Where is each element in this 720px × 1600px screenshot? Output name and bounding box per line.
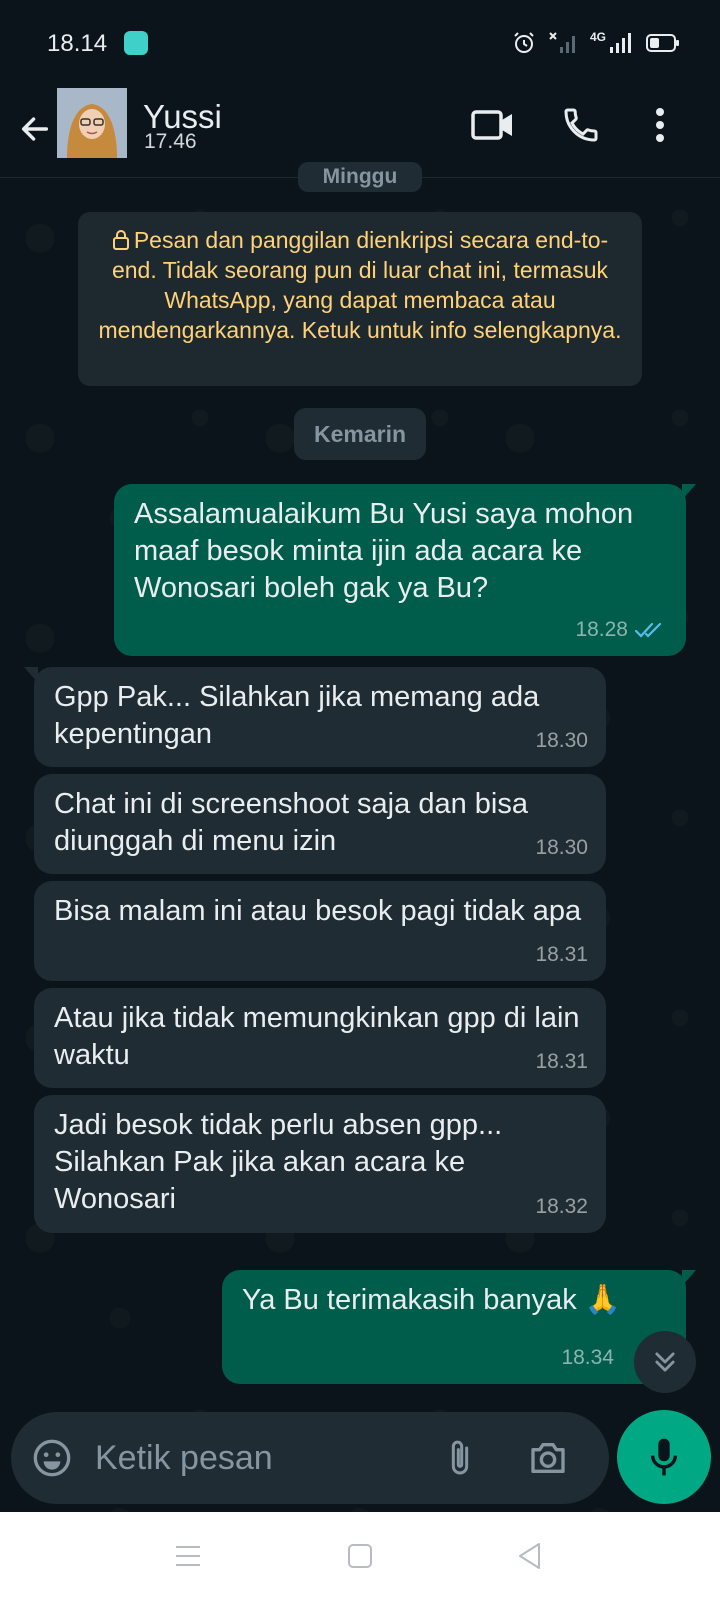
back-nav-button[interactable] (508, 1534, 552, 1578)
message-time: 18.30 (535, 729, 588, 752)
bubble-tail (682, 1270, 696, 1286)
encryption-notice[interactable] (78, 212, 642, 386)
home-square-icon (347, 1543, 373, 1569)
message-text: Jadi besok tidak perlu absen gpp... Silahkan Pak jika akan acara ke Wonosari (54, 1109, 503, 1215)
chat-area[interactable] (0, 165, 720, 1512)
phone-icon (561, 105, 601, 145)
menu-lines-icon (174, 1544, 202, 1568)
microphone-icon (647, 1435, 681, 1479)
signal-sim1-icon (548, 31, 578, 55)
video-camera-icon (471, 108, 515, 142)
voice-message-button[interactable] (617, 1410, 711, 1504)
network-type-label: 4G (589, 30, 606, 44)
back-button[interactable] (14, 106, 56, 152)
camera-icon (527, 1438, 569, 1478)
contact-last-seen: 17.46 (144, 130, 197, 153)
message-time (575, 611, 668, 648)
message-bubble-incoming[interactable] (34, 1095, 606, 1233)
attach-button[interactable] (435, 1433, 485, 1483)
message-bubble-incoming[interactable] (34, 988, 606, 1088)
encryption-notice-text: Pesan dan panggilan dienkripsi secara end-to-end. Tidak seorang pun di luar chat ini, termasuk WhatsApp, yang dapat membaca atau mendengarkannya. Ketuk untuk info selengkapnya. (98, 227, 622, 343)
recents-button[interactable] (166, 1534, 210, 1578)
message-text: Chat ini di screenshoot saja dan bisa diunggah di menu izin (54, 788, 528, 857)
status-time: 18.14 (47, 30, 108, 57)
more-vertical-icon (654, 107, 666, 143)
back-arrow-icon (18, 112, 52, 146)
double-chevron-down-icon (651, 1348, 679, 1376)
contact-avatar[interactable] (57, 88, 127, 158)
avatar-photo (57, 88, 127, 158)
scroll-to-bottom-button[interactable] (634, 1331, 696, 1393)
bubble-tail (682, 484, 696, 500)
battery-icon (646, 33, 680, 53)
date-chip: Kemarin (294, 408, 426, 460)
voice-call-button[interactable] (556, 100, 606, 150)
message-text: Assalamualaikum Bu Yusi saya mohon maaf besok minta ijin ada acara ke Wonosari boleh gak ya Bu? (134, 498, 634, 604)
message-bubble-incoming[interactable] (34, 774, 606, 874)
status-icons (512, 28, 680, 58)
message-bubble-outgoing[interactable] (114, 484, 686, 656)
home-button[interactable] (338, 1534, 382, 1578)
message-text: Atau jika tidak memungkinkan gpp di lain waktu (54, 1002, 580, 1071)
alarm-icon (512, 31, 536, 55)
message-bubble-incoming[interactable] (34, 667, 606, 767)
message-text: Ya Bu terimakasih banyak 🙏 (242, 1284, 621, 1316)
emoji-button[interactable] (27, 1433, 77, 1483)
bubble-tail (24, 667, 38, 683)
message-time: 18.31 (535, 1050, 588, 1073)
message-composer (11, 1412, 609, 1504)
system-navigation-bar (0, 1512, 720, 1600)
back-triangle-icon (517, 1542, 543, 1570)
date-chip-previous: Minggu (298, 162, 422, 192)
message-bubble-incoming[interactable] (34, 881, 606, 981)
video-call-button[interactable] (468, 100, 518, 150)
message-time: 18.32 (535, 1195, 588, 1218)
message-text: Gpp Pak... Silahkan jika memang ada kepentingan (54, 681, 540, 750)
contact-name: Yussi (143, 98, 222, 135)
read-receipt-icon (634, 620, 668, 640)
message-input[interactable] (95, 1432, 435, 1484)
signal-sim2-icon (608, 31, 634, 55)
app-notification-icon (124, 31, 148, 55)
message-bubble-outgoing[interactable] (222, 1270, 686, 1384)
more-options-button[interactable] (640, 100, 680, 150)
status-bar (0, 0, 720, 88)
camera-button[interactable] (523, 1433, 573, 1483)
message-time: 18.34 (561, 1346, 614, 1369)
message-time: 18.30 (535, 836, 588, 859)
emoji-icon (32, 1438, 72, 1478)
lock-icon (112, 230, 130, 250)
paperclip-icon (440, 1438, 480, 1478)
message-text: Bisa malam ini atau besok pagi tidak apa (54, 895, 582, 927)
message-time-text: 18.28 (575, 618, 628, 641)
message-time: 18.31 (535, 943, 588, 966)
